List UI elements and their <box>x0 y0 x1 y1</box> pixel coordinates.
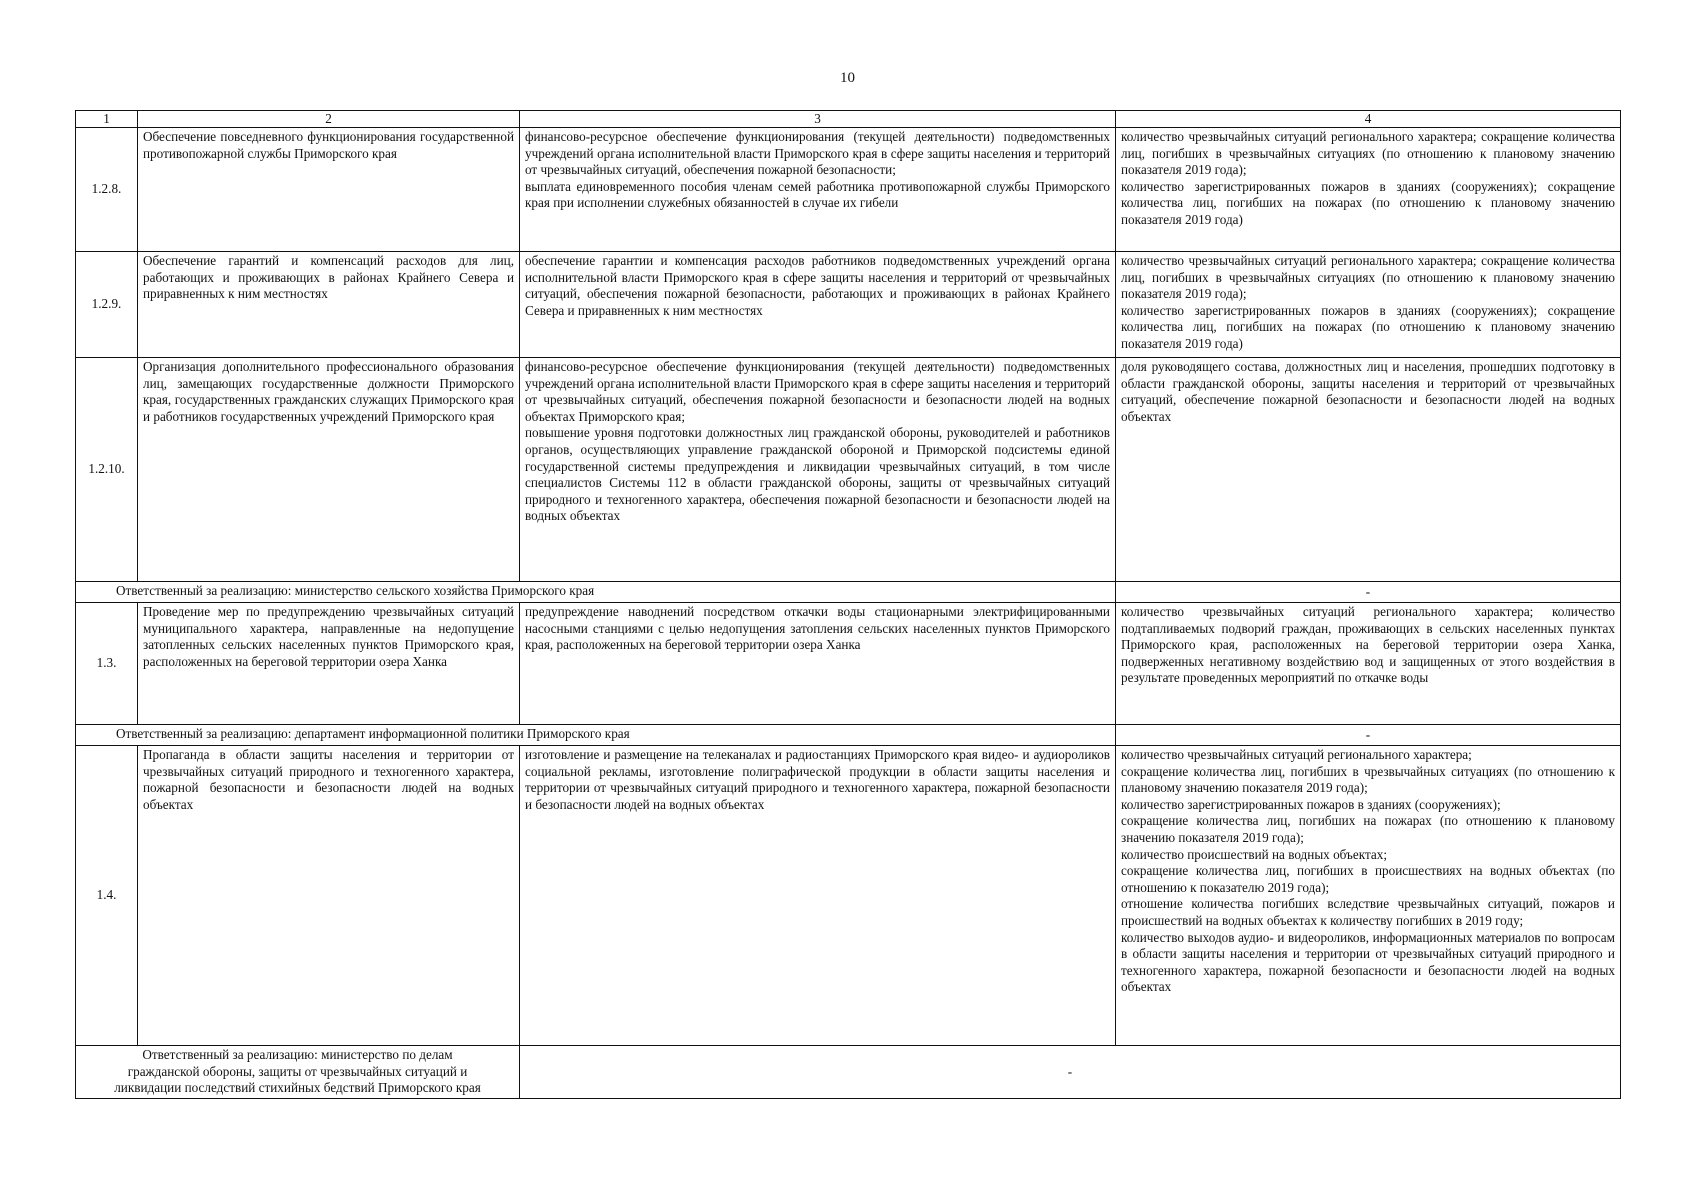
responsible-row <box>76 582 1621 603</box>
table-header-row <box>76 111 1621 128</box>
measure-content <box>520 746 1116 1046</box>
measure-content <box>520 358 1116 582</box>
indicator-line: сокращение количества лиц, погибших в чрезвычайных ситуациях (по отношению к плановому значению показателя 2019 года); <box>1121 763 1615 796</box>
measure-content <box>520 603 1116 725</box>
indicator-line: количество чрезвычайных ситуаций регионального характера; сокращение количества лиц, погибших в чрезвычайных ситуациях (по отношению к плановому значению показателя 2019 года); <box>1121 129 1615 178</box>
measure-name: Обеспечение гарантий и компенсаций расходов для лиц, работающих и проживающих в районах Крайнего Севера и приравненных к ним местностях <box>138 252 520 358</box>
indicator-line: количество чрезвычайных ситуаций регионального характера; <box>1121 747 1472 762</box>
content-line: изготовление и размещение на телеканалах и радиостанциях Приморского края видео- и аудиороликов социальной рекламы, изготовление полиграфической продукции в области защиты населения и территории от чрезвычайных ситуаций природного и техногенного характера, пожарной безопасности и безопасности людей на водных объектах <box>525 747 1110 812</box>
indicator-line: количество зарегистрированных пожаров в зданиях (сооружениях); сокращение количества лиц, погибших на пожарах (по отношению к плановому значению показателя 2019 года) <box>1121 178 1615 227</box>
indicator-line: количество выходов аудио- и видеороликов, информационных материалов по вопросам в области защиты населения и территории от чрезвычайных ситуаций природного и техногенного характера, пожарной безопасности и безопасности людей на водных объектах <box>1121 929 1615 995</box>
responsible-text: Ответственный за реализацию: министерство по делам гражданской обороны, защиты от чрезвычайных ситуаций и ликвидации последствий стихийных бедствий Приморского края <box>76 1046 520 1099</box>
measure-content <box>520 128 1116 252</box>
measure-name: Обеспечение повседневного функционирования государственной противопожарной службы Приморского края <box>138 128 520 252</box>
measure-indicators <box>1116 128 1621 252</box>
indicator-line: сокращение количества лиц, погибших в происшествиях на водных объектах (по отношению к показателю 2019 года); <box>1121 863 1615 895</box>
content-line: финансово-ресурсное обеспечение функционирования (текущей деятельности) подведомственных учреждений органа исполнительной власти Приморского края в сфере защиты населения и территорий от чрезвычайных ситуаций, обеспечения пожарной безопасности; <box>525 129 1110 178</box>
responsible-text: Ответственный за реализацию: министерство сельского хозяйства Приморского края <box>76 582 1116 603</box>
indicator-line: количество чрезвычайных ситуаций регионального характера; сокращение количества лиц, погибших в чрезвычайных ситуациях (по отношению к плановому значению показателя 2019 года); <box>1121 253 1615 302</box>
measure-indicators <box>1116 746 1621 1046</box>
responsible-value: - <box>520 1046 1621 1099</box>
measure-name: Пропаганда в области защиты населения и территории от чрезвычайных ситуаций природного и техногенного характера, пожарной безопасности и безопасности людей на водных объектах <box>138 746 520 1046</box>
page-number: 10 <box>840 70 855 86</box>
measure-indicators <box>1116 252 1621 358</box>
responsible-value: - <box>1116 582 1621 603</box>
column-header: 3 <box>520 111 1116 128</box>
row-number: 1.2.9. <box>76 252 138 358</box>
content-line: финансово-ресурсное обеспечение функционирования (текущей деятельности) подведомственных учреждений органа исполнительной власти Приморского края в сфере защиты населения и территорий от чрезвычайных ситуаций, обеспечения пожарной безопасности и безопасности людей на водных объектах Приморского края; <box>525 359 1110 424</box>
indicator-line: количество зарегистрированных пожаров в зданиях (сооружениях); <box>1121 796 1501 812</box>
responsible-text: Ответственный за реализацию: департамент информационной политики Приморского края <box>76 725 1116 746</box>
content-line: повышение уровня подготовки должностных лиц гражданской обороны, руководителей и работников органов, осуществляющих управление гражданской обороной и Приморской подсистемы единой государственной системы предупреждения и ликвидации чрезвычайных ситуаций, в том числе специалистов Системы 112 в области гражданской обороны, защиты от чрезвычайных ситуаций природного и техногенного характера, обеспечения пожарной безопасности и безопасности людей на водных объектах <box>525 425 1110 524</box>
content-line: обеспечение гарантии и компенсация расходов работников подведомственных учреждений органа исполнительной власти Приморского края в сфере защиты населения и территорий от чрезвычайных ситуаций, обеспечения пожарной безопасности, работающих и проживающих в районах Крайнего Севера и приравненных к ним местностях <box>525 253 1110 318</box>
indicator-line: отношение количества погибших вследствие чрезвычайных ситуаций, пожаров и происшествий на водных объектах к количеству погибших в 2019 году; <box>1121 896 1615 928</box>
table-row <box>76 603 1621 725</box>
row-number: 1.4. <box>76 746 138 1046</box>
responsible-row <box>76 1046 1621 1099</box>
indicator-line: доля руководящего состава, должностных лиц и населения, прошедших подготовку в области гражданской обороны, защиты населения и территорий от чрезвычайных ситуаций, обеспечение пожарной безопасности и безопасности людей на водных объектах <box>1121 359 1615 424</box>
content-line: предупреждение наводнений посредством откачки воды стационарными электрифицированными насосными станциями с целью недопущения затопления сельских населенных пунктов Приморского края, расположенных на береговой территории озера Ханка <box>525 604 1110 653</box>
column-header: 4 <box>1116 111 1621 128</box>
indicator-line: сокращение количества лиц, погибших на пожарах (по отношению к плановому значению показателя 2019 года); <box>1121 813 1615 845</box>
responsible-row <box>76 725 1621 746</box>
table-row <box>76 252 1621 358</box>
row-number: 1.3. <box>76 603 138 725</box>
measure-indicators <box>1116 603 1621 725</box>
measure-name: Организация дополнительного профессионального образования лиц, замещающих государственные должности Приморского края, государственных гражданских служащих Приморского края и работников государственных учреждений Приморского края <box>138 358 520 582</box>
measure-name: Проведение мер по предупреждению чрезвычайных ситуаций муниципального характера, направленные на недопущение затопленных сельских населенных пунктов Приморского края, расположенных на береговой территории озера Ханка <box>138 603 520 725</box>
indicator-line: количество зарегистрированных пожаров в зданиях (сооружениях); сокращение количества лиц, погибших на пожарах (по отношению к плановому значению показателя 2019 года) <box>1121 302 1615 351</box>
indicator-line: количество происшествий на водных объектах; <box>1121 846 1387 862</box>
table-row <box>76 128 1621 252</box>
measure-indicators <box>1116 358 1621 582</box>
row-number: 1.2.8. <box>76 128 138 252</box>
content-line: выплата единовременного пособия членам семей работника противопожарной службы Приморского края при исполнении служебных обязанностей в случае их гибели <box>525 178 1110 211</box>
row-number: 1.2.10. <box>76 358 138 582</box>
responsible-value: - <box>1116 725 1621 746</box>
column-header: 2 <box>138 111 520 128</box>
measures-table <box>75 110 1621 1099</box>
measure-content <box>520 252 1116 358</box>
indicator-line: количество чрезвычайных ситуаций регионального характера; количество подтапливаемых подворий граждан, проживающих в сельских населенных пунктах Приморского края, расположенных на береговой территории озера Ханка, подверженных негативному воздействию вод и защищенных от этого воздействия в результате проведенных мероприятий по откачке воды <box>1121 604 1615 686</box>
table-row <box>76 746 1621 1046</box>
column-header: 1 <box>76 111 138 128</box>
table-row <box>76 358 1621 582</box>
